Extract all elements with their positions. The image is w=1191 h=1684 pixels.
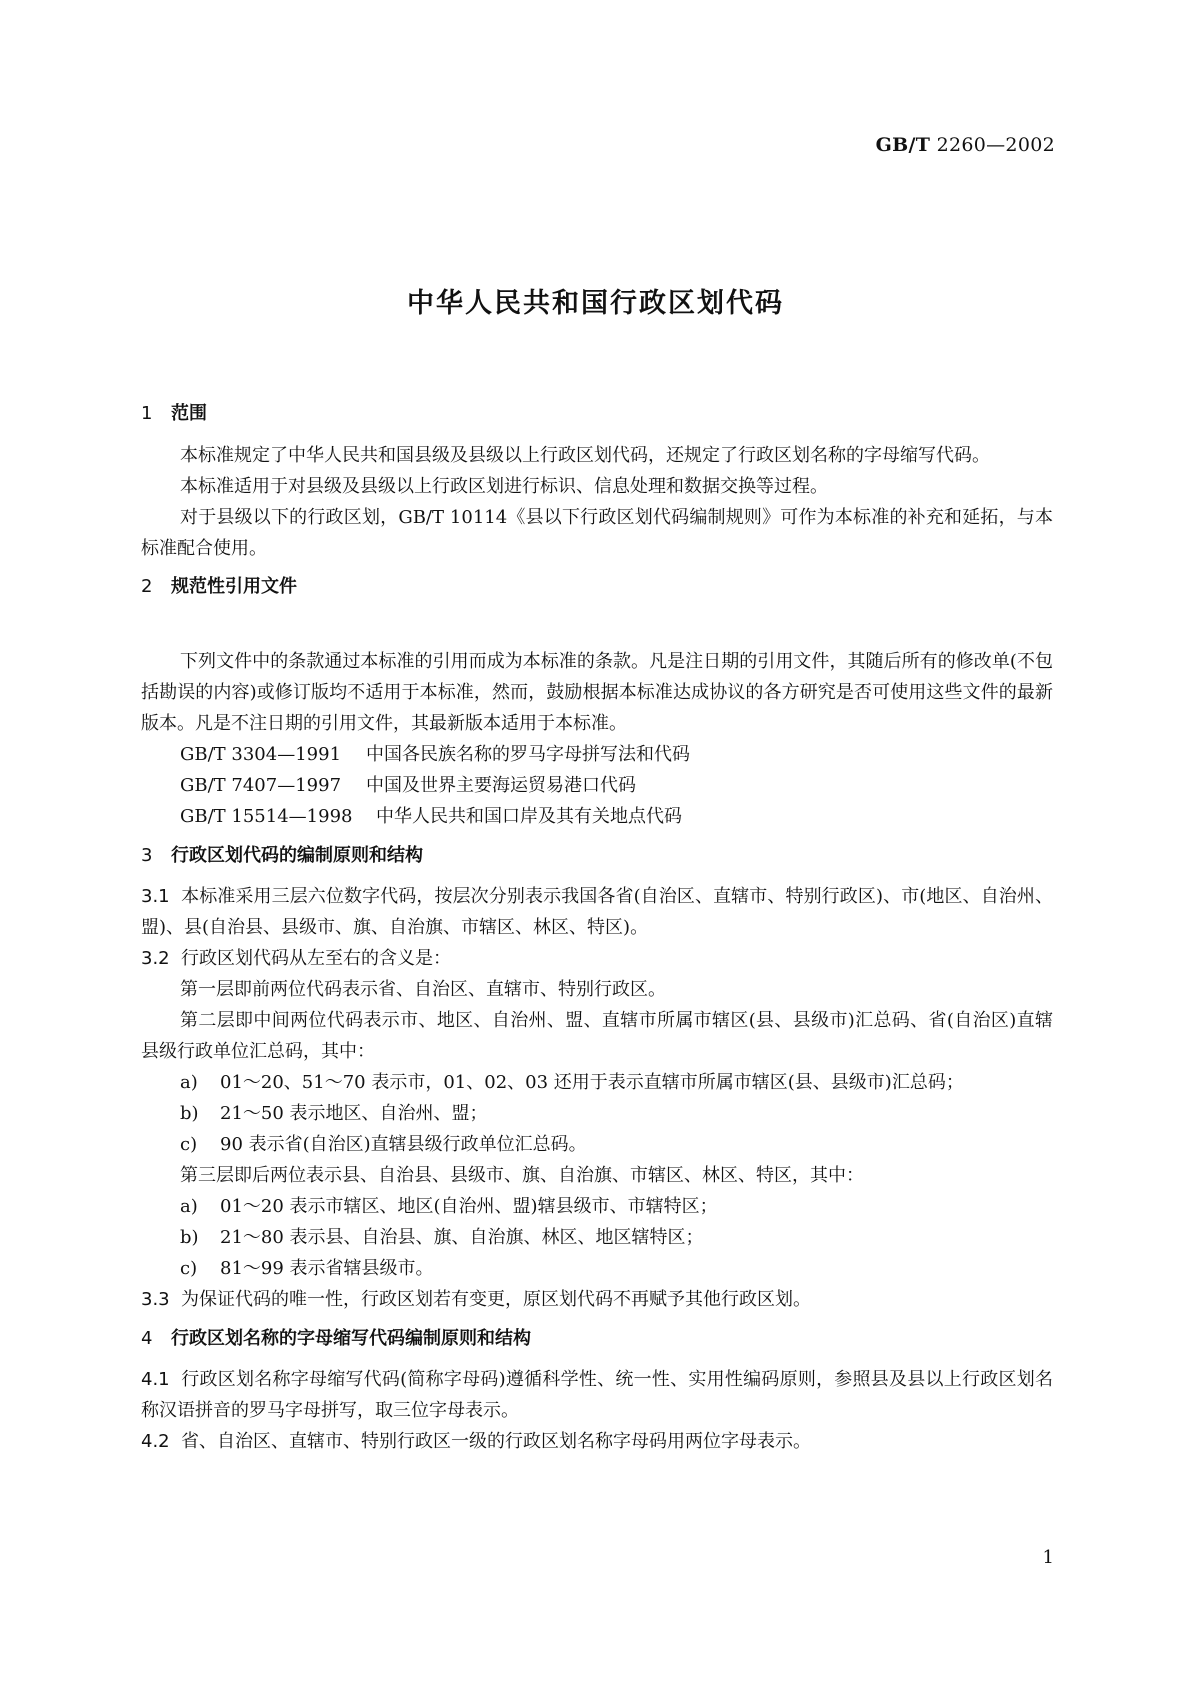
clause-number: 4.1 (141, 1369, 170, 1390)
clause-text: 省、自治区、直辖市、特别行政区一级的行政区划名称字母码用两位字母表示。 (181, 1431, 811, 1452)
clause-text: 行政区划名称字母缩写代码(简称字母码)遵循科学性、统一性、实用性编码原则，参照县及县以上行政区划名称汉语拼音的罗马字母拼写，取三位字母表示。 (141, 1369, 1053, 1421)
standard-code: 2260—2002 (936, 134, 1055, 156)
list-label: c) (180, 1134, 198, 1155)
section-3-heading (141, 840, 1053, 871)
list-item (141, 1098, 1053, 1129)
reference-item (141, 801, 1053, 832)
section-number: 4 (141, 1328, 153, 1349)
list-item (141, 1129, 1053, 1160)
document-body (141, 398, 1053, 1457)
section-title: 行政区划代码的编制原则和结构 (171, 845, 423, 866)
section-number: 1 (141, 403, 153, 424)
document-title: 中华人民共和国行政区划代码 (407, 288, 784, 319)
list-label: a) (180, 1196, 198, 1217)
clause-4-2 (141, 1426, 1053, 1457)
page-number: 1 (1042, 1547, 1054, 1568)
clause-number: 3.2 (141, 948, 170, 969)
clause-3-2 (141, 943, 1053, 974)
reference-code: GB/T 3304—1991 (180, 744, 342, 765)
clause-number: 3.3 (141, 1289, 170, 1310)
list-label: b) (180, 1103, 199, 1124)
list-label: a) (180, 1072, 198, 1093)
clause-text: 行政区划代码从左至右的含义是： (181, 948, 451, 969)
list-item (141, 1253, 1053, 1284)
clause-text: 本标准采用三层六位数字代码，按层次分别表示我国各省(自治区、直辖市、特别行政区)、市(地区、自治州、盟)、县(自治县、县级市、旗、自治旗、市辖区、林区、特区)。 (141, 886, 1053, 938)
clause-number: 3.1 (141, 886, 170, 907)
clause-number: 4.2 (141, 1431, 170, 1452)
section-title: 范围 (171, 403, 207, 424)
list-text: 21～80 表示县、自治县、旗、自治旗、林区、地区辖特区； (220, 1227, 704, 1248)
paragraph: 下列文件中的条款通过本标准的引用而成为本标准的条款。凡是注日期的引用文件，其随后所有的修改单(不包括勘误的内容)或修订版均不适用于本标准，然而，鼓励根据本标准达成协议的各方研究是否可使用这些文件的最新版本。凡是不注日期的引用文件，其最新版本适用于本标准。 (141, 651, 1053, 734)
list-text: 21～50 表示地区、自治州、盟； (220, 1103, 488, 1124)
clause-3-1 (141, 881, 1053, 943)
section-number: 3 (141, 845, 153, 866)
reference-code: GB/T 7407—1997 (180, 775, 342, 796)
reference-item (141, 739, 1053, 770)
section-title: 规范性引用文件 (171, 576, 297, 597)
reference-title: 中国及世界主要海运贸易港口代码 (366, 775, 636, 796)
list-label: b) (180, 1227, 199, 1248)
list-item (141, 1067, 1053, 1098)
paragraph: 第二层即中间两位代码表示市、地区、自治州、盟、直辖市所属市辖区(县、县级市)汇总码、省(自治区)直辖县级行政单位汇总码，其中： (141, 1010, 1053, 1062)
section-number: 2 (141, 576, 153, 597)
list-item (141, 1222, 1053, 1253)
list-text: 90 表示省(自治区)直辖县级行政单位汇总码。 (220, 1134, 587, 1155)
reference-title: 中国各民族名称的罗马字母拼写法和代码 (366, 744, 690, 765)
reference-item (141, 770, 1053, 801)
paragraph: 本标准适用于对县级及县级以上行政区划进行标识、信息处理和数据交换等过程。 (180, 476, 828, 497)
section-4-heading (141, 1323, 1053, 1354)
section-1-heading (141, 398, 1053, 429)
clause-4-1 (141, 1364, 1053, 1426)
list-text: 81～99 表示省辖县级市。 (220, 1258, 434, 1279)
list-item (141, 1191, 1053, 1222)
standard-number (876, 134, 1055, 156)
paragraph: 本标准规定了中华人民共和国县级及县级以上行政区划代码，还规定了行政区划名称的字母缩写代码。 (180, 445, 990, 466)
paragraph: 第三层即后两位表示县、自治县、县级市、旗、自治旗、市辖区、林区、特区，其中： (180, 1165, 864, 1186)
reference-title: 中华人民共和国口岸及其有关地点代码 (376, 806, 682, 827)
paragraph: 对于县级以下的行政区划，GB/T 10114《县以下行政区划代码编制规则》可作为本标准的补充和延拓，与本标准配合使用。 (141, 507, 1053, 559)
clause-3-3 (141, 1284, 1053, 1315)
standard-prefix: GB/T (875, 134, 931, 156)
reference-code: GB/T 15514—1998 (180, 806, 353, 827)
clause-text: 为保证代码的唯一性，行政区划若有变更，原区划代码不再赋予其他行政区划。 (181, 1289, 811, 1310)
list-text: 01～20 表示市辖区、地区(自治州、盟)辖县级市、市辖特区； (220, 1196, 718, 1217)
section-title: 行政区划名称的字母缩写代码编制原则和结构 (171, 1328, 531, 1349)
list-text: 01～20、51～70 表示市，01、02、03 还用于表示直辖市所属市辖区(县、县级市)汇总码； (220, 1072, 964, 1093)
section-2-heading (141, 571, 1053, 602)
paragraph: 第一层即前两位代码表示省、自治区、直辖市、特别行政区。 (180, 979, 666, 1000)
list-label: c) (180, 1258, 198, 1279)
